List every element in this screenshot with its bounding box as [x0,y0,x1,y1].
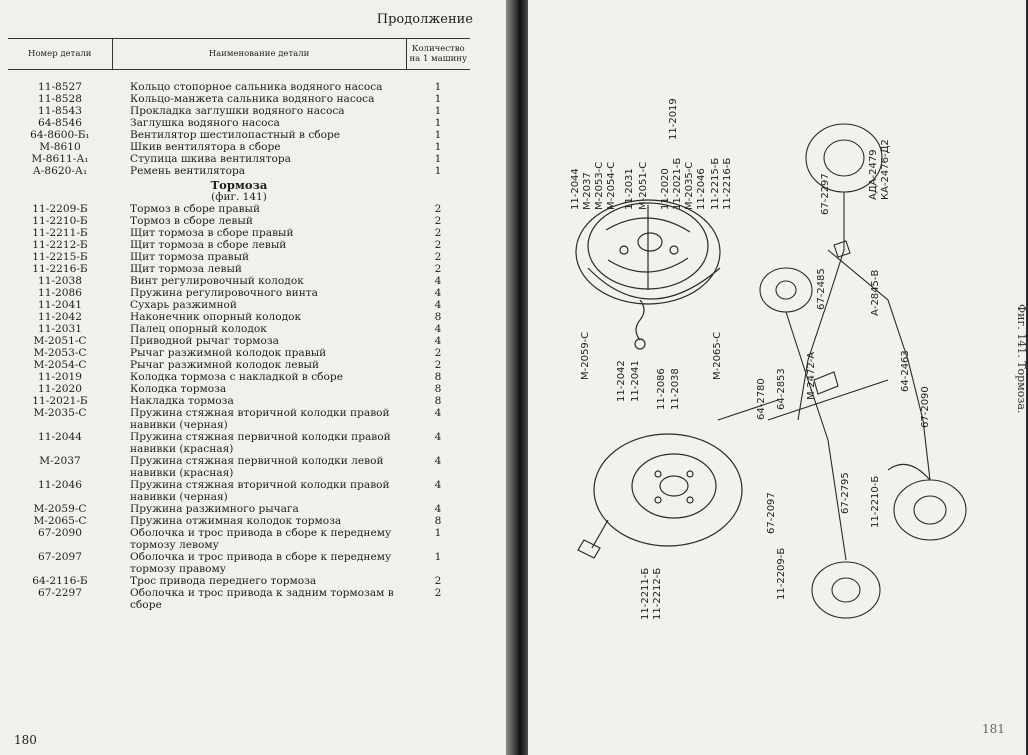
part-name: Прокладка заглушки водяного насоса [130,105,345,117]
figure-label: 67-2485 [816,268,827,310]
figure-label: 67-2097 [766,492,777,534]
part-quantity: 4 [434,431,442,443]
part-quantity: 4 [434,479,442,491]
part-number: 11-2031 [37,323,83,335]
backing-plate-illustration [578,434,742,558]
part-quantity: 2 [434,347,442,359]
figure-label: КА-2476-Д2 [880,139,891,200]
part-quantity: 1 [434,141,442,153]
part-name: Колодка тормоза с накладкой в сборе [130,371,343,383]
part-name: Тормоз в сборе левый [130,215,253,227]
table-row [8,215,470,227]
part-name: Пружина стяжная вторичной колодки правой навивки (черная) [130,479,390,503]
part-number: 11-2038 [37,275,83,287]
part-number: 11-2215-Б [32,251,88,263]
part-name: Кольцо-манжета сальника водяного насоса [130,93,375,105]
figure-label: 11-2212-Б [652,567,663,620]
figure-label: М-2059-С [580,331,591,380]
part-name: Сухарь разжимной [130,299,237,311]
part-name: Палец опорный колодок [130,323,267,335]
part-quantity: 2 [434,227,442,239]
part-name: Шкив вентилятора в сборе [130,141,281,153]
figure-caption: Фиг. 141. Тормоза. [1015,304,1028,414]
section-subtitle: (фиг. 141) [211,191,267,203]
part-quantity: 1 [434,527,442,539]
figure-label: 64-2853 [776,368,787,410]
figure-label: М-2472-А [806,351,817,400]
figure-label: 11-2021-Б [672,157,683,210]
part-number: 11-2212-Б [32,239,88,251]
part-number: 64-8546 [37,117,83,129]
continued-label: Продолжение [376,12,473,27]
figure-label: 11-2210-Б [870,475,881,528]
table-row [8,479,470,503]
part-number: 11-8543 [37,105,83,117]
table-row [8,275,470,287]
part-quantity: 8 [434,395,442,407]
figure-label: 67-2090 [920,386,931,428]
part-quantity: 1 [434,81,442,93]
page-number: 180 [14,733,37,747]
part-number: М-2035-С [33,407,87,419]
table-row [8,287,470,299]
part-quantity: 2 [434,251,442,263]
figure-label: 11-2031 [624,168,635,210]
table-row [8,105,470,117]
part-quantity: 4 [434,287,442,299]
part-number: 11-2044 [37,431,83,443]
figure-label: 11-2046 [696,168,707,210]
part-quantity: 4 [434,323,442,335]
part-number: 11-2209-Б [32,203,88,215]
figure-label: 11-2019 [668,98,679,140]
part-quantity: 4 [434,407,442,419]
table-row [8,551,470,575]
table-row [8,371,470,383]
part-number: 67-2297 [37,587,83,599]
table-row [8,383,470,395]
header-qty: Количество на 1 машину [406,39,470,70]
table-row [8,575,470,587]
part-name: Щит тормоза левый [130,263,242,275]
part-quantity: 2 [434,203,442,215]
part-name: Ступица шкива вентилятора [130,153,291,165]
figure-label: М-2037 [582,172,593,210]
table-row [8,203,470,215]
table-row [8,227,470,239]
table-row [8,335,470,347]
figure-label: 11-2086 [656,368,667,410]
section-title: Тормоза [210,178,268,192]
table-row [8,347,470,359]
right-page [528,0,1026,755]
part-name: Винт регулировочный колодок [130,275,304,287]
part-number: 11-2020 [37,383,83,395]
figure-label: АДА-2479 [868,149,879,200]
part-number: М-8611-А₁ [31,153,89,165]
part-number: М-8610 [39,141,81,153]
figure-label: М-2035-С [684,161,695,210]
part-quantity: 4 [434,299,442,311]
labels-top-group [570,98,733,210]
part-number: 11-8527 [37,81,83,93]
table-row [8,395,470,407]
part-number: А-8620-А₁ [32,165,88,177]
part-number: 64-2116-Б [32,575,88,587]
table-row [8,359,470,371]
part-name: Оболочка и трос привода к задним тормозам в сборе [130,587,394,611]
part-number: 11-2086 [37,287,83,299]
part-quantity: 2 [434,239,442,251]
table-row [8,239,470,251]
table-row [8,70,470,94]
part-quantity: 8 [434,311,442,323]
part-name: Пружина стяжная вторичной колодки правой навивки (черная) [130,407,390,431]
brake-figure [528,0,1026,755]
part-name: Оболочка и трос привода в сборе к переднему тормозу левому [130,527,392,551]
part-name: Пружина стяжная первичной колодки левой навивки (красная) [130,455,384,479]
figure-label: 64-2780 [756,378,767,420]
part-number: 11-2210-Б [32,215,88,227]
table-row [8,263,470,275]
table-row [8,455,470,479]
part-number: М-2065-С [33,515,87,527]
table-row [8,117,470,129]
part-number: 11-2216-Б [32,263,88,275]
part-name: Вентилятор шестилопастный в сборе [130,129,341,141]
part-quantity: 1 [434,117,442,129]
figure-label: 11-2042 [616,360,627,402]
table-row [8,251,470,263]
figure-label: А-2845-В [870,269,881,316]
table-row [8,165,470,177]
table-row [8,431,470,455]
table-row [8,153,470,165]
part-number: 11-2041 [37,299,83,311]
table-row [8,323,470,335]
part-number: 11-2046 [37,479,83,491]
brake-assembly-illustration [576,200,720,349]
part-name: Трос привода переднего тормоза [130,575,317,587]
parts-table [8,38,470,611]
labels-bottom-group [640,568,663,620]
figure-label: 11-2044 [570,168,581,210]
figure-label: 11-2209-Б [776,547,787,600]
table-row [8,299,470,311]
part-name: Рычаг разжимной колодок левый [130,359,320,371]
table-row [8,141,470,153]
part-name: Приводной рычаг тормоза [130,335,279,347]
part-name: Щит тормоза в сборе правый [130,227,294,239]
part-quantity: 1 [434,129,442,141]
figure-label: 64-2463 [900,350,911,392]
parts-table-header [8,39,470,70]
part-quantity: 8 [434,371,442,383]
figure-label: 11-2038 [670,368,681,410]
part-number: 67-2097 [37,551,83,563]
part-quantity: 1 [434,165,442,177]
table-row [8,129,470,141]
part-quantity: 2 [434,359,442,371]
part-number: 67-2090 [37,527,83,539]
part-quantity: 4 [434,335,442,347]
table-row [8,503,470,515]
page-number: 181 [982,722,1005,736]
labels-mid-group [580,332,723,410]
figure-label: 67-2297 [820,173,831,215]
part-name: Пружина регулировочного винта [130,287,318,299]
part-name: Заглушка водяного насоса [130,117,280,129]
part-number: 64-8600-Б₁ [30,129,90,141]
part-name: Наконечник опорный колодок [130,311,302,323]
part-number: М-2053-С [33,347,87,359]
table-row [8,527,470,551]
part-quantity: 8 [434,383,442,395]
part-quantity: 2 [434,263,442,275]
figure-label: 67-2795 [840,472,851,514]
table-row [8,587,470,611]
part-name: Оболочка и трос привода в сборе к переднему тормозу правому [130,551,392,575]
part-name: Пружина разжимного рычага [130,503,299,515]
part-quantity: 4 [434,455,442,467]
part-number: М-2037 [39,455,81,467]
part-number: 11-2019 [37,371,83,383]
part-number: 11-2211-Б [32,227,88,239]
part-number: 11-2042 [37,311,83,323]
figure-label: 11-2041 [630,360,641,402]
part-number: М-2051-С [33,335,87,347]
part-name: Пружина отжимная колодок тормоза [130,515,342,527]
header-number: Номер детали [8,39,112,70]
part-name: Ремень вентилятора [130,165,246,177]
part-name: Рычаг разжимной колодок правый [130,347,327,359]
table-row [8,311,470,323]
table-row [8,407,470,431]
part-name: Щит тормоза правый [130,251,250,263]
part-quantity: 4 [434,275,442,287]
figure-label: М-2065-С [712,331,723,380]
section-heading [8,177,470,203]
part-number: 11-8528 [37,93,83,105]
part-quantity: 2 [434,215,442,227]
part-quantity: 2 [434,575,442,587]
part-name: Тормоз в сборе правый [130,203,261,215]
part-quantity: 2 [434,587,442,599]
part-number: 11-2021-Б [32,395,88,407]
figure-label: 11-2020 [660,168,671,210]
linkage-illustration [718,124,966,618]
part-name: Накладка тормоза [130,395,234,407]
header-name: Наименование детали [112,39,406,70]
part-quantity: 1 [434,153,442,165]
part-number: М-2054-С [33,359,87,371]
figure-label: 11-2211-Б [640,567,651,620]
figure-label: М-2054-С [606,161,617,210]
part-name: Кольцо стопорное сальника водяного насоса [130,81,383,93]
part-quantity: 1 [434,93,442,105]
figure-label: 11-2215-Б [710,157,721,210]
part-name: Пружина стяжная первичной колодки правой навивки (красная) [130,431,391,455]
figure-label: М-2053-С [594,161,605,210]
figure-label: 11-2216-Б [722,157,733,210]
part-quantity: 8 [434,515,442,527]
table-row [8,515,470,527]
table-row [8,93,470,105]
part-quantity: 4 [434,503,442,515]
part-name: Щит тормоза в сборе левый [130,239,287,251]
part-number: М-2059-С [33,503,87,515]
part-quantity: 1 [434,551,442,563]
figure-label: М-2051-С [638,161,649,210]
part-name: Колодка тормоза [130,383,227,395]
part-quantity: 1 [434,105,442,117]
